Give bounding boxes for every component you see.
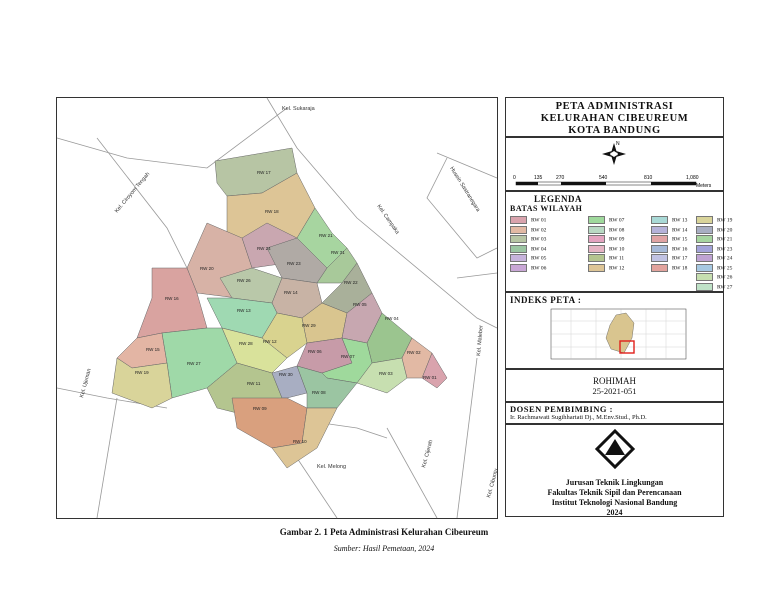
map-title-line2: KELURAHAN CIBEUREUM: [540, 113, 689, 124]
road-line: [97, 138, 187, 268]
rw-label: RW 14: [284, 290, 298, 295]
legend-swatch: [651, 264, 668, 272]
legend-subheading: BATAS WILAYAH: [510, 204, 583, 213]
legend-item: [588, 216, 624, 224]
rw-label: RW 17: [257, 170, 271, 175]
title-panel: [505, 97, 724, 137]
legend-label: RW 09: [609, 236, 625, 243]
legend-label: RW 20: [717, 226, 733, 233]
legend-label: RW 14: [672, 226, 688, 233]
legend-item: [696, 264, 732, 272]
rw-label: RW 11: [247, 381, 261, 386]
legend-item: [696, 254, 732, 262]
index-panel: [505, 292, 724, 369]
legend-label: RW 02: [531, 226, 547, 233]
legend-swatch: [588, 226, 605, 234]
rw-label: RW 18: [265, 209, 279, 214]
legend-label: RW 15: [672, 236, 688, 243]
index-heading: INDEKS PETA :: [510, 295, 582, 305]
scale-tick: 0: [513, 175, 516, 181]
legend-swatch: [651, 216, 668, 224]
rw-label: RW 06: [308, 349, 322, 354]
figure-source: Sumber: Hasil Pemetaan, 2024: [333, 544, 435, 553]
legend-item: [588, 254, 624, 262]
legend-swatch: [588, 254, 605, 262]
index-map: [506, 293, 725, 370]
legend-item: [696, 235, 732, 243]
legend-label: RW 24: [717, 255, 733, 262]
legend-swatch: [510, 254, 527, 262]
legend-item: [588, 226, 624, 234]
institution-line4: 2024: [606, 508, 623, 517]
rw-label: RW 27: [187, 361, 201, 366]
legend-label: RW 18: [672, 264, 688, 271]
legend-item: [696, 273, 732, 281]
rw-label: RW 16: [165, 296, 179, 301]
legend-label: RW 11: [609, 255, 625, 262]
legend-label: RW 16: [672, 245, 688, 252]
rw-polygons: [112, 148, 447, 468]
north-arrow-icon: [602, 143, 626, 165]
figure-caption: Gambar 2. 1 Peta Administrasi Kelurahan Cibeureum: [279, 527, 489, 537]
rw-label: RW 08: [312, 390, 326, 395]
legend-swatch: [588, 245, 605, 253]
neighbor-label: Kel. Ciroyom Tengah: [113, 171, 152, 215]
legend-item: [696, 216, 732, 224]
rw-label: RW 28: [239, 341, 253, 346]
legend-label: RW 03: [531, 236, 547, 243]
legend-label: RW 19: [717, 217, 733, 224]
rw-label: RW 09: [253, 406, 267, 411]
rw-label: RW 03: [379, 371, 393, 376]
rw-label: RW 13: [237, 308, 251, 313]
legend-swatch: [696, 226, 713, 234]
scale-tick: 270: [556, 175, 565, 181]
legend-item: [510, 264, 546, 272]
advisor-panel: [505, 402, 724, 424]
legend-item: [510, 254, 546, 262]
advisor-heading: DOSEN PEMBIMBING :: [510, 404, 613, 414]
institution-panel: [505, 424, 724, 517]
legend-item: [588, 245, 624, 253]
rw-label: RW 23: [287, 261, 301, 266]
legend-label: RW 21: [717, 236, 733, 243]
legend-item: [696, 226, 732, 234]
legend-label: RW 05: [531, 255, 547, 262]
legend-item: [696, 283, 732, 291]
legend-item: [510, 235, 546, 243]
legend-item: [651, 216, 687, 224]
legend-swatch: [696, 254, 713, 262]
legend-item: [510, 216, 546, 224]
legend-label: RW 13: [672, 217, 688, 224]
legend-label: RW 25: [717, 264, 733, 271]
legend-label: RW 23: [717, 245, 733, 252]
legend-label: RW 10: [609, 245, 625, 252]
legend-label: RW 12: [609, 264, 625, 271]
scale-tick: 1,080: [686, 175, 699, 181]
legend-label: RW 26: [717, 274, 733, 281]
legend-item: [651, 226, 687, 234]
legend-swatch: [696, 283, 713, 291]
rw-label: RW 10: [293, 439, 307, 444]
rw-label: RW 21: [319, 233, 333, 238]
rw-label: RW 01: [423, 375, 437, 380]
scale-tick: 540: [599, 175, 608, 181]
compass-and-scale: [506, 138, 725, 192]
legend-item: [588, 235, 624, 243]
scale-panel: [505, 137, 724, 191]
north-label: N: [616, 141, 620, 147]
neighbor-label: Husein Sastranegara: [448, 165, 481, 213]
road-line: [457, 358, 477, 518]
legend-item: [651, 264, 687, 272]
legend-swatch: [696, 264, 713, 272]
legend-swatch: [588, 264, 605, 272]
advisor-name: Ir. Rachmawati Sugihhartati Dj., M.Env.Stud., Ph.D.: [510, 414, 647, 421]
rw-label: RW 12: [263, 339, 277, 344]
rw-label: RW 20: [200, 266, 214, 271]
institution-logo-icon: [506, 425, 725, 473]
neighbor-label: Kel. Sukaraja: [282, 106, 315, 112]
legend-item: [588, 264, 624, 272]
rw-label: RW 05: [353, 302, 367, 307]
legend-label: RW 06: [531, 264, 547, 271]
road-line: [437, 153, 497, 178]
author-panel: [505, 369, 724, 402]
neighbor-label: Kel. Cijerah: [421, 439, 435, 469]
scale-tick: 810: [644, 175, 653, 181]
legend-label: RW 27: [717, 283, 733, 290]
legend-swatch: [510, 226, 527, 234]
neighbor-label: Kel. Melong: [317, 464, 347, 470]
scale-unit: Meters: [696, 183, 712, 189]
rw-label: RW 02: [407, 350, 421, 355]
legend-label: RW 08: [609, 226, 625, 233]
map-title-line3: KOTA BANDUNG: [568, 125, 661, 136]
institution-line2: Fakultas Teknik Sipil dan Perencanaan: [547, 488, 682, 497]
legend-item: [696, 245, 732, 253]
neighbor-label: Kel. Ujeman: [79, 368, 93, 399]
scale-bar: [516, 182, 696, 185]
legend-swatch: [651, 254, 668, 262]
legend-swatch: [696, 216, 713, 224]
rw-label: RW 31: [331, 250, 345, 255]
rw-label: RW 24: [257, 246, 271, 251]
rw-label: RW 30: [279, 372, 293, 377]
neighbor-label: Kel. Cibuntu: [486, 468, 500, 499]
legend-item: [510, 226, 546, 234]
legend-swatch: [696, 235, 713, 243]
legend-swatch: [696, 273, 713, 281]
rw-label: RW 04: [385, 316, 399, 321]
road-line: [97, 398, 117, 518]
rw-label: RW 07: [341, 354, 355, 359]
legend-item: [510, 245, 546, 253]
institution-line3: Institut Teknologi Nasional Bandung: [551, 498, 678, 507]
legend-swatch: [651, 226, 668, 234]
rw-label: RW 15: [146, 347, 160, 352]
road-line: [427, 158, 497, 258]
author-nim: 25-2021-051: [592, 386, 637, 396]
legend-swatch: [696, 245, 713, 253]
legend-swatch: [510, 245, 527, 253]
legend-label: RW 04: [531, 245, 547, 252]
legend-swatch: [588, 216, 605, 224]
rw-label: RW 19: [135, 370, 149, 375]
neighbor-label: Kel. Campaka: [375, 203, 401, 236]
legend-heading: LEGENDA: [534, 194, 583, 204]
rw-label: RW 26: [237, 278, 251, 283]
legend-swatch: [510, 235, 527, 243]
neighbor-label: Kel. Maleber: [476, 324, 485, 357]
legend-panel: [505, 191, 733, 292]
legend-label: RW 17: [672, 255, 688, 262]
legend-swatch: [510, 264, 527, 272]
legend-swatch: [651, 235, 668, 243]
road-line: [457, 273, 497, 278]
legend-label: RW 01: [531, 217, 547, 224]
institution-line1: Jurusan Teknik Lingkungan: [565, 478, 664, 487]
scale-tick: 135: [534, 175, 543, 181]
legend-swatch: [651, 245, 668, 253]
legend-item: [651, 245, 687, 253]
legend-item: [651, 254, 687, 262]
rw-label: RW 29: [302, 323, 316, 328]
map-canvas: [57, 98, 500, 518]
map-frame: [56, 97, 498, 519]
legend-swatch: [510, 216, 527, 224]
legend-item: [651, 235, 687, 243]
legend-swatch: [588, 235, 605, 243]
legend-label: RW 07: [609, 217, 625, 224]
rw-label: RW 22: [344, 280, 358, 285]
map-title-line1: PETA ADMINISTRASI: [555, 101, 674, 112]
author-name: ROHIMAH: [592, 376, 636, 386]
